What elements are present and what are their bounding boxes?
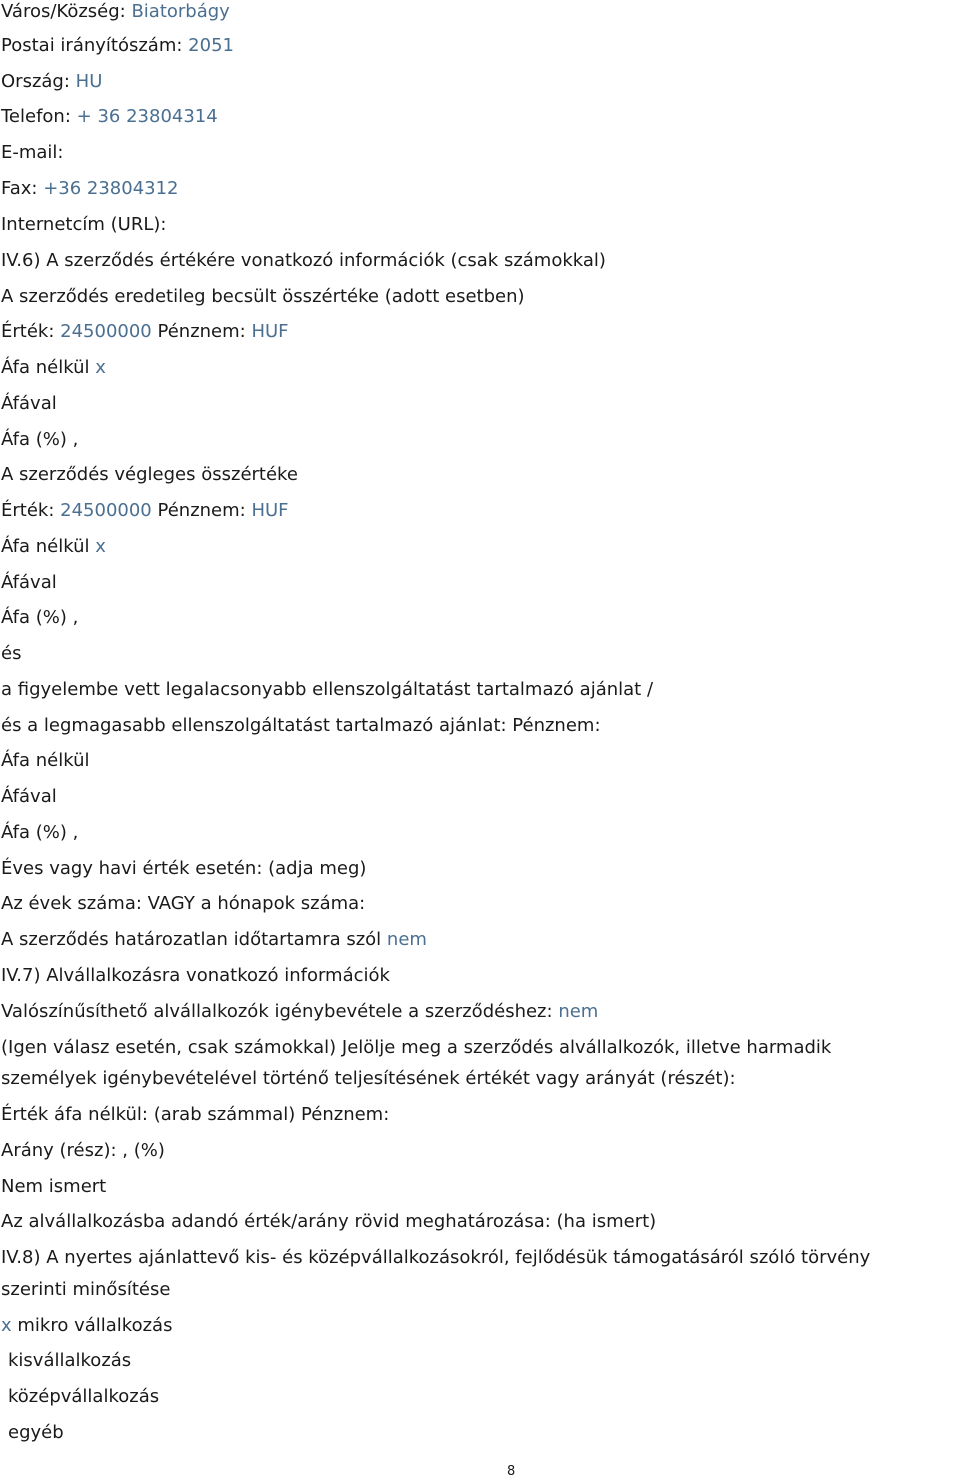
micro-row xyxy=(1,1314,172,1338)
years-months-text: Az évek száma: VAGY a hónapok száma: xyxy=(1,893,366,914)
if-yes-text-2: személyek igénybevételével történő teljesítésének értékét vagy arányát (részét): xyxy=(1,1068,736,1089)
ratio-text: Arány (rész): , (%) xyxy=(1,1140,165,1161)
phone-row xyxy=(1,105,218,129)
micro-label: mikro vállalkozás xyxy=(17,1315,173,1336)
section-iv8-heading-2: szerinti minősítése xyxy=(1,1279,171,1300)
estimated-with-vat: Áfával xyxy=(1,393,57,414)
city-label: Város/Község: xyxy=(1,1,126,22)
value-label: Érték: xyxy=(1,500,55,521)
annual-monthly-text: Éves vagy havi érték esetén: (adja meg) xyxy=(1,858,367,879)
value-amount: 24500000 xyxy=(60,321,152,342)
currency-value: HUF xyxy=(251,500,289,521)
subcontract-likely-row xyxy=(1,1000,598,1024)
offer-vat-pct: Áfa (%) , xyxy=(1,822,79,843)
final-no-vat-row xyxy=(1,535,106,559)
url-label: Internetcím (URL): xyxy=(1,214,167,235)
country-value: HU xyxy=(75,71,103,92)
city-value: Biatorbágy xyxy=(131,1,230,22)
indefinite-value: nem xyxy=(386,929,427,950)
indefinite-label: A szerződés határozatlan időtartamra szól xyxy=(1,929,382,950)
short-desc-text: Az alvállalkozásba adandó érték/arány rövid meghatározása: (ha ismert) xyxy=(1,1211,657,1232)
subcontract-likely-label: Valószínűsíthető alvállalkozók igénybevétele a szerződéshez: xyxy=(1,1001,553,1022)
final-title: A szerződés végleges összértéke xyxy=(1,464,298,485)
page-number: 8 xyxy=(507,1464,516,1479)
phone-label: Telefon: xyxy=(1,106,71,127)
section-iv8-heading-1: IV.8) A nyertes ajánlattevő kis- és középvállalkozásokról, fejlődésük támogatásáról szóló törvény xyxy=(1,1247,871,1268)
postal-label: Postai irányítószám: xyxy=(1,35,183,56)
fax-row xyxy=(1,177,179,201)
value-amount: 24500000 xyxy=(60,500,152,521)
other-enterprise: egyéb xyxy=(8,1422,64,1443)
city-row xyxy=(1,0,230,24)
estimated-title: A szerződés eredetileg becsült összértéke (adott esetben) xyxy=(1,286,525,307)
currency-label: Pénznem: xyxy=(157,321,246,342)
offer-with-vat: Áfával xyxy=(1,786,57,807)
no-vat-label: Áfa nélkül xyxy=(1,357,90,378)
estimated-vat-pct: Áfa (%) , xyxy=(1,429,79,450)
section-iv6-heading: IV.6) A szerződés értékére vonatkozó információk (csak számokkal) xyxy=(1,250,606,271)
value-label: Érték: xyxy=(1,321,55,342)
indefinite-row xyxy=(1,928,427,952)
value-no-vat-text: Érték áfa nélkül: (arab számmal) Pénznem: xyxy=(1,1104,390,1125)
no-vat-label: Áfa nélkül xyxy=(1,536,90,557)
estimated-value-row xyxy=(1,320,289,344)
if-yes-text-1: (Igen válasz esetén, csak számokkal) Jelölje meg a szerződés alvállalkozók, illetve harmadik xyxy=(1,1037,832,1058)
email-label: E-mail: xyxy=(1,142,64,163)
estimated-no-vat-row xyxy=(1,356,106,380)
lowest-offer-text: a figyelembe vett legalacsonyabb ellenszolgáltatást tartalmazó ajánlat / xyxy=(1,679,654,700)
final-with-vat: Áfával xyxy=(1,572,57,593)
currency-value: HUF xyxy=(251,321,289,342)
fax-value: +36 23804312 xyxy=(43,178,179,199)
final-value-row xyxy=(1,499,289,523)
final-vat-pct: Áfa (%) , xyxy=(1,607,79,628)
small-enterprise: kisvállalkozás xyxy=(8,1350,132,1371)
subcontract-likely-value: nem xyxy=(558,1001,599,1022)
email-row xyxy=(1,141,64,165)
no-vat-mark: x xyxy=(95,536,106,557)
micro-mark: x xyxy=(1,1315,12,1336)
country-row xyxy=(1,70,102,94)
phone-value: + 36 23804314 xyxy=(76,106,218,127)
url-row xyxy=(1,213,166,237)
fax-label: Fax: xyxy=(1,178,38,199)
offer-no-vat: Áfa nélkül xyxy=(1,750,90,771)
currency-label: Pénznem: xyxy=(157,500,246,521)
and-label: és xyxy=(1,643,22,664)
postal-row xyxy=(1,34,234,58)
highest-offer-text: és a legmagasabb ellenszolgáltatást tartalmazó ajánlat: Pénznem: xyxy=(1,715,601,736)
medium-enterprise: középvállalkozás xyxy=(8,1386,160,1407)
postal-value: 2051 xyxy=(188,35,234,56)
section-iv7-heading: IV.7) Alvállalkozásra vonatkozó információk xyxy=(1,965,390,986)
no-vat-mark: x xyxy=(95,357,106,378)
country-label: Ország: xyxy=(1,71,70,92)
unknown-text: Nem ismert xyxy=(1,1176,107,1197)
